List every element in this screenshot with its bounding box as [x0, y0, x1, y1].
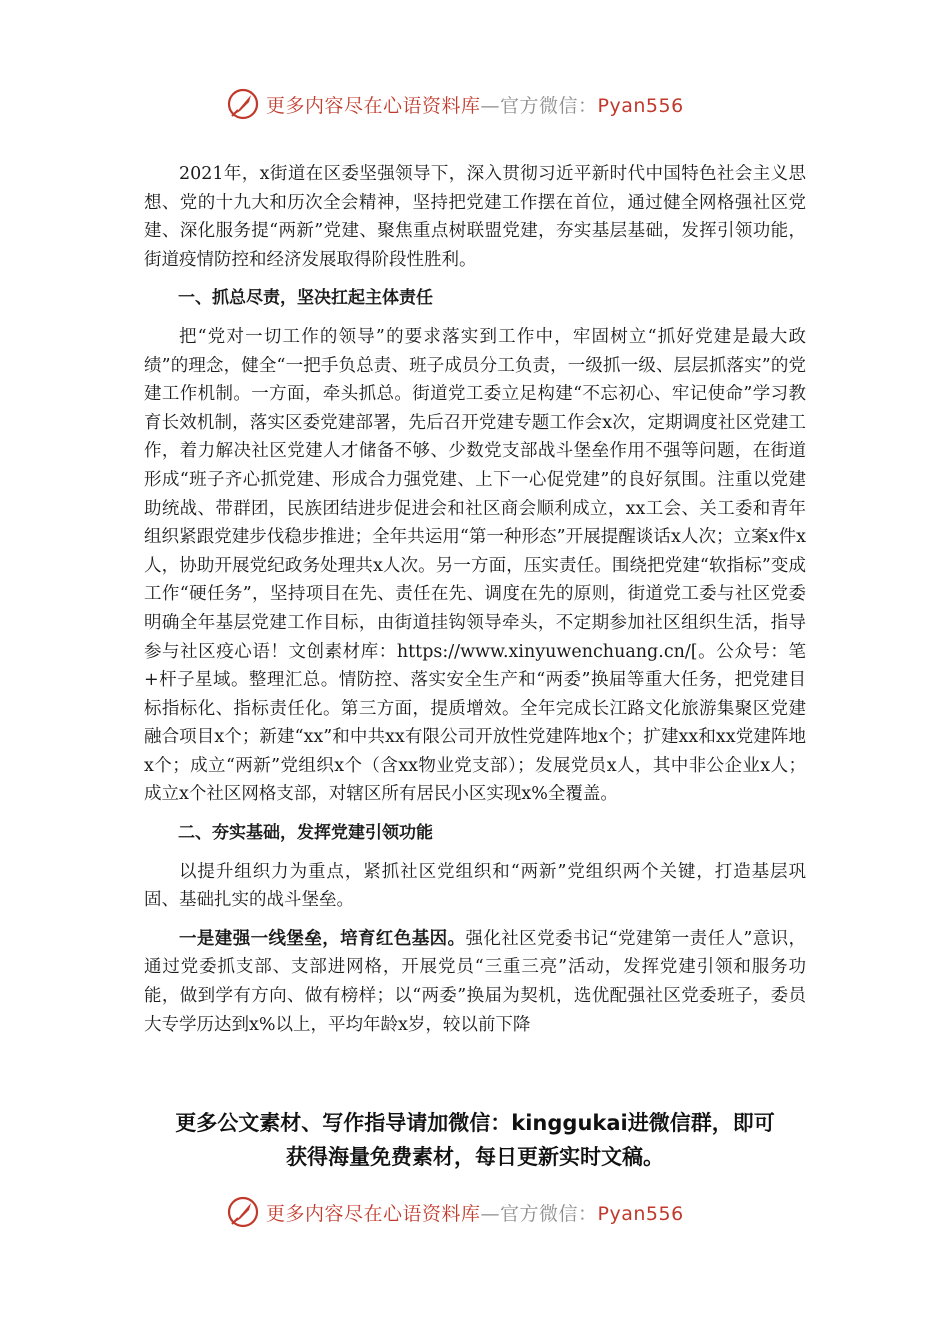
- promo-line-1: 更多公文素材、写作指导请加微信：kinggukai进微信群，即可: [175, 1111, 775, 1135]
- section2-paragraph: 以提升组织力为重点，紧抓社区党组织和“两新”党组织两个关键，打造基层巩固、基础扎实的战斗堡垒。: [144, 861, 806, 911]
- footer-banner: [226, 1192, 684, 1232]
- promo-notice: [120, 1106, 830, 1174]
- banner-wechat-id: Pyan556: [597, 1202, 684, 1225]
- item1-text: 强化社区党委书记“党建第一责任人”意识，通过党委抓支部、支部进网格，开展党员“三重三亮”活动，发挥党建引领和服务功能，做到学有方向、做有榜样；以“两委”换届为契机，选优配强社区党委班子，委员大专学历达到x%以上，平均年龄x岁，较以前下降: [144, 928, 806, 1035]
- banner-separator: —: [480, 94, 501, 117]
- banner-wechat-label: 官方微信：: [500, 1202, 598, 1225]
- section1-paragraph: 把“党对一切工作的领导”的要求落实到工作中，牢固树立“抓好党建是最大政绩”的理念，健全“一把手负总责、班子成员分工负责，一级抓一级、层层抓落实”的党建工作机制。一方面，牵头抓总。街道党工委立足构建“不忘初心、牢记使命”学习教育长效机制，落实区委党建部署，先后召开党建专题工作会x次，定期调度社区党建工作，着力解决社区党建人才储备不够、少数党支部战斗堡垒作用不强等问题，在街道形成“班子齐心抓党建、形成合力强党建、上下一心促党建”的良好氛围。注重以党建助统战、带群团，民族团结进步促进会和社区商会顺利成立，xx工会、关工委和青年组织紧跟党建步伐稳步推进；全年共运用“第一种形态”开展提醒谈话x人次；立案x件x人，协助开展党纪政务处理共x人次。另一方面，压实责任。围绕把党建“软指标”变成工作“硬任务”，坚持项目在先、责任在先、调度在先的原则，街道党工委与社区党委明确全年基层党建工作目标，由街道挂钩领导牵头，不定期参加社区组织生活，指导参与社区疫心语！文创素材库：https://www.xinyuwenchuang.cn/[。公众号：笔+杆子星域。整理汇总。情防控、落实安全生产和“两委”换届等重大任务，把党建目标指标化、指标责任化。第三方面，提质增效。全年完成长江路文化旅游集聚区党建融合项目x个；新建“xx”和中共xx有限公司开放性党建阵地x个；扩建xx和xx党建阵地x个；成立“两新”党组织x个（含xx物业党支部）；发展党员x人，其中非公企业x人；成立x个社区网格支部，对辖区所有居民小区实现x%全覆盖。: [144, 326, 806, 805]
- header-banner: [226, 84, 684, 124]
- banner-wechat-label: 官方微信：: [500, 94, 598, 117]
- banner-wechat-id: Pyan556: [597, 94, 684, 117]
- quill-logo-icon: [226, 87, 260, 121]
- banner-main-text: 更多内容尽在心语资料库: [266, 94, 481, 117]
- intro-paragraph: 2021年，x街道在区委坚强领导下，深入贯彻习近平新时代中国特色社会主义思想、党的十九大和历次全会精神，坚持把党建工作摆在首位，通过健全网格强社区党建、深化服务提“两新”党建、聚焦重点树联盟党建，夯实基层基础，发挥引领功能，街道疫情防控和经济发展取得阶段性胜利。: [144, 164, 806, 270]
- quill-logo-icon: [226, 1195, 260, 1229]
- item1-lead: 一是建强一线堡垒，培育红色基因。: [179, 928, 466, 949]
- section2-heading: 二、夯实基础，发挥党建引领功能: [178, 823, 433, 844]
- banner-main-text: 更多内容尽在心语资料库: [266, 1202, 481, 1225]
- promo-line-2: 获得海量免费素材，每日更新实时文稿。: [286, 1145, 664, 1169]
- item1-paragraph: [144, 925, 806, 1039]
- banner-separator: —: [480, 1202, 501, 1225]
- document-body: [144, 160, 806, 1049]
- section1-heading: 一、抓总尽责，坚决扛起主体责任: [178, 288, 433, 309]
